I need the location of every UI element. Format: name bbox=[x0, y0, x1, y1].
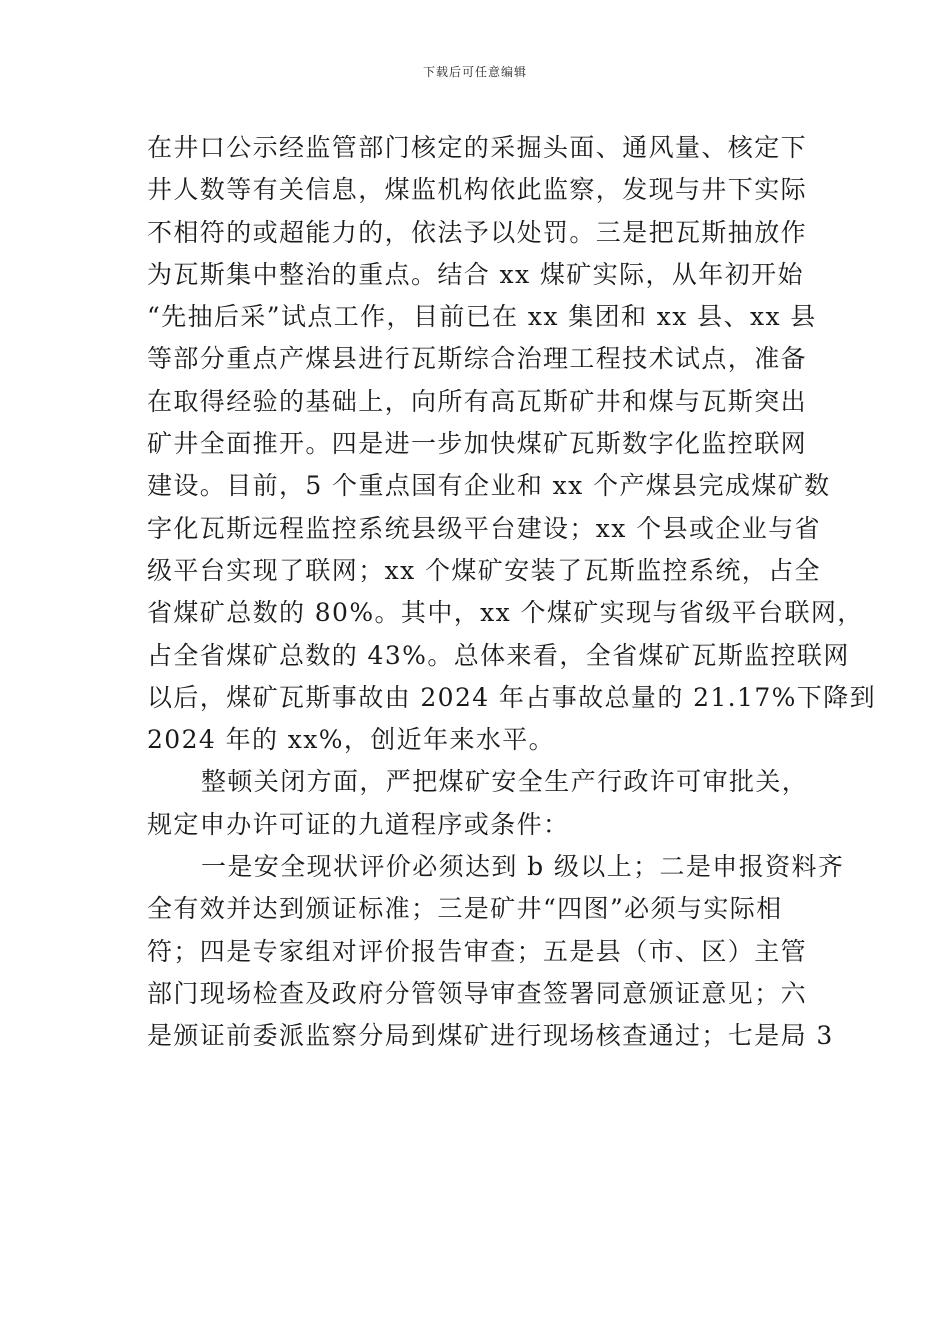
text-line: 2024 年的 xx%，创近年来水平。 bbox=[147, 725, 556, 755]
text-line: 以后，煤矿瓦斯事故由 2024 年占事故总量的 21.17%下降到 bbox=[147, 682, 876, 712]
text-line: 规定申办许可证的九道程序或条件： bbox=[147, 809, 570, 839]
body-text bbox=[147, 127, 876, 1058]
text-line: 省煤矿总数的 80%。其中，xx 个煤矿实现与省级平台联网， bbox=[147, 598, 864, 628]
text-line: 全有效并达到颁证标准；三是矿井“四图”必须与实际相 bbox=[147, 894, 783, 924]
page-header: 下载后可任意编辑 bbox=[422, 65, 527, 79]
text-line: 矿井全面推开。四是进一步加快煤矿瓦斯数字化监控联网 bbox=[147, 429, 808, 459]
text-line: 字化瓦斯远程监控系统县级平台建设；xx 个县或企业与省 bbox=[147, 513, 821, 543]
text-line: 符；四是专家组对评价报告审查；五是县（市、区）主管 bbox=[147, 936, 808, 966]
paragraph-start-line: 整顿关闭方面，严把煤矿安全生产行政许可审批关， bbox=[201, 767, 809, 797]
text-line: “先抽后采”试点工作，目前已在 xx 集团和 xx 县、xx 县 bbox=[147, 302, 817, 332]
text-line: 等部分重点产煤县进行瓦斯综合治理工程技术试点，准备 bbox=[147, 344, 808, 374]
text-line: 建设。目前，5 个重点国有企业和 xx 个产煤县完成煤矿数 bbox=[147, 471, 831, 501]
text-line: 部门现场检查及政府分管领导审查签署同意颁证意见；六 bbox=[147, 978, 808, 1008]
text-line: 井人数等有关信息，煤监机构依此监察，发现与井下实际 bbox=[147, 175, 808, 205]
text-line: 在取得经验的基础上，向所有高瓦斯矿井和煤与瓦斯突出 bbox=[147, 386, 808, 416]
paragraph-start-line: 一是安全现状评价必须达到 b 级以上；二是申报资料齐 bbox=[201, 852, 845, 882]
text-line: 占全省煤矿总数的 43%。总体来看，全省煤矿瓦斯监控联网 bbox=[147, 640, 850, 670]
text-line: 不相符的或超能力的，依法予以处罚。三是把瓦斯抽放作 bbox=[147, 217, 808, 247]
text-line: 是颁证前委派监察分局到煤矿进行现场核查通过；七是局 3 bbox=[147, 1021, 834, 1051]
text-line: 级平台实现了联网；xx 个煤矿安装了瓦斯监控系统，占全 bbox=[147, 555, 821, 585]
text-line: 在井口公示经监管部门核定的采掘头面、通风量、核定下 bbox=[147, 133, 808, 162]
text-line: 为瓦斯集中整治的重点。结合 xx 煤矿实际，从年初开始 bbox=[147, 259, 804, 289]
